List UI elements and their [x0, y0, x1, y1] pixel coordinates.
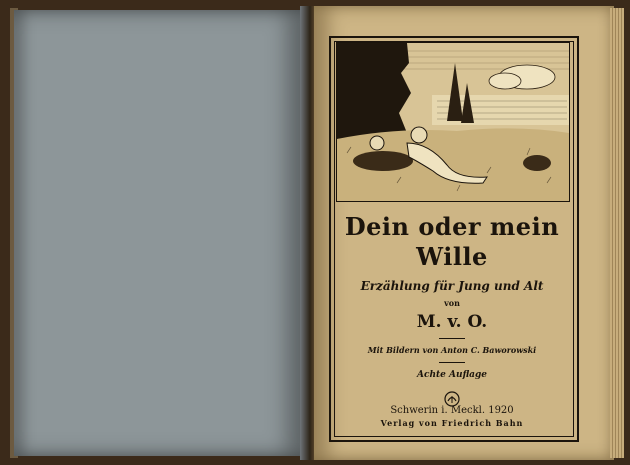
book-subtitle: Erzählung für Jung und Alt — [360, 279, 544, 293]
page-block-edges — [610, 8, 624, 458]
illustrator-credit: Mit Bildern von Anton C. Baworowski — [367, 345, 537, 355]
by-label: von — [444, 298, 460, 308]
author-name: M. v. O. — [416, 312, 488, 332]
title-text-block — [331, 212, 573, 407]
left-endpaper — [14, 10, 306, 456]
divider-rule — [439, 338, 465, 339]
book-title: Dein oder mein Wille — [344, 212, 560, 271]
woodcut-scene-image — [337, 43, 569, 201]
frontispiece-illustration — [336, 42, 570, 202]
place-and-year: Schwerin i. Meckl. 1920 — [390, 405, 514, 416]
publisher-line: Verlag von Friedrich Bahn — [380, 418, 524, 428]
divider-rule-2 — [439, 362, 465, 363]
edition-label: Achte Auflage — [417, 370, 487, 380]
